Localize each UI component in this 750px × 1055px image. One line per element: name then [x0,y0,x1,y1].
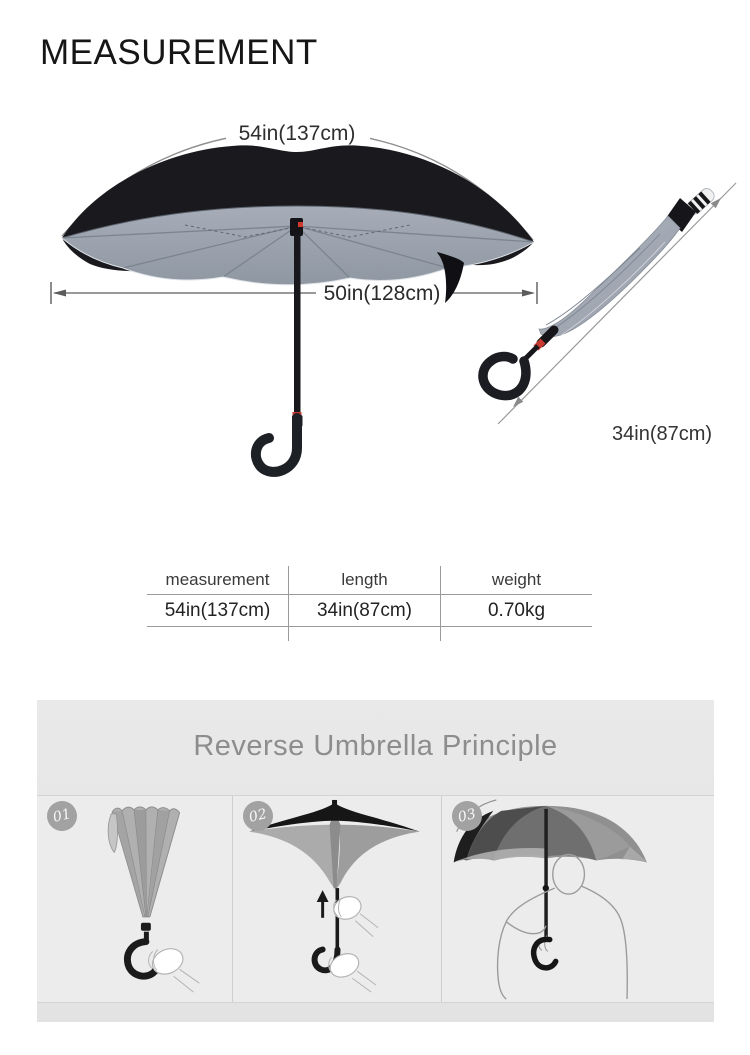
spec-value-length: 34in(87cm) [288,595,440,627]
principle-step-2 [232,796,441,1002]
length-dimension [498,183,736,445]
principle-steps [37,795,714,1003]
spec-header-length: length [288,566,440,595]
spec-header-weight: weight [440,566,592,595]
step-1-badge: 01 [44,798,80,834]
person-sketch [498,854,628,999]
hub-red-accent [298,222,303,227]
principle-section-title: Reverse Umbrella Principle [193,730,558,762]
step-2-badge: 02 [240,798,276,834]
open-umbrella-illustration [51,117,537,472]
spec-value-weight: 0.70kg [440,595,592,627]
hand-sketch-2 [326,949,376,992]
folded-c-handle [483,357,526,396]
folded-length-label: 34in(87cm) [612,423,713,445]
spec-table [147,566,592,641]
principle-step-3 [441,796,714,1002]
strap-flap [108,814,117,853]
spec-header-measurement: measurement [147,566,288,595]
step-3-illustration [442,796,714,1002]
canopy-width-label: 54in(137cm) [238,122,356,145]
c-handle [256,418,297,472]
hand-sketch [148,944,199,992]
spec-value-measurement: 54in(137cm) [147,595,288,627]
principle-section [37,700,714,1022]
folded-umbrella-illustration [483,183,736,445]
measurement-diagram [0,100,750,570]
spec-table-stub [147,627,288,641]
open-diameter-label: 50in(128cm) [323,282,441,305]
umbrella-pole [294,234,301,414]
page-title: MEASUREMENT [40,33,318,72]
step-3-badge: 03 [449,798,485,834]
principle-step-1 [37,796,232,1002]
section-footer-strip [37,1004,714,1022]
